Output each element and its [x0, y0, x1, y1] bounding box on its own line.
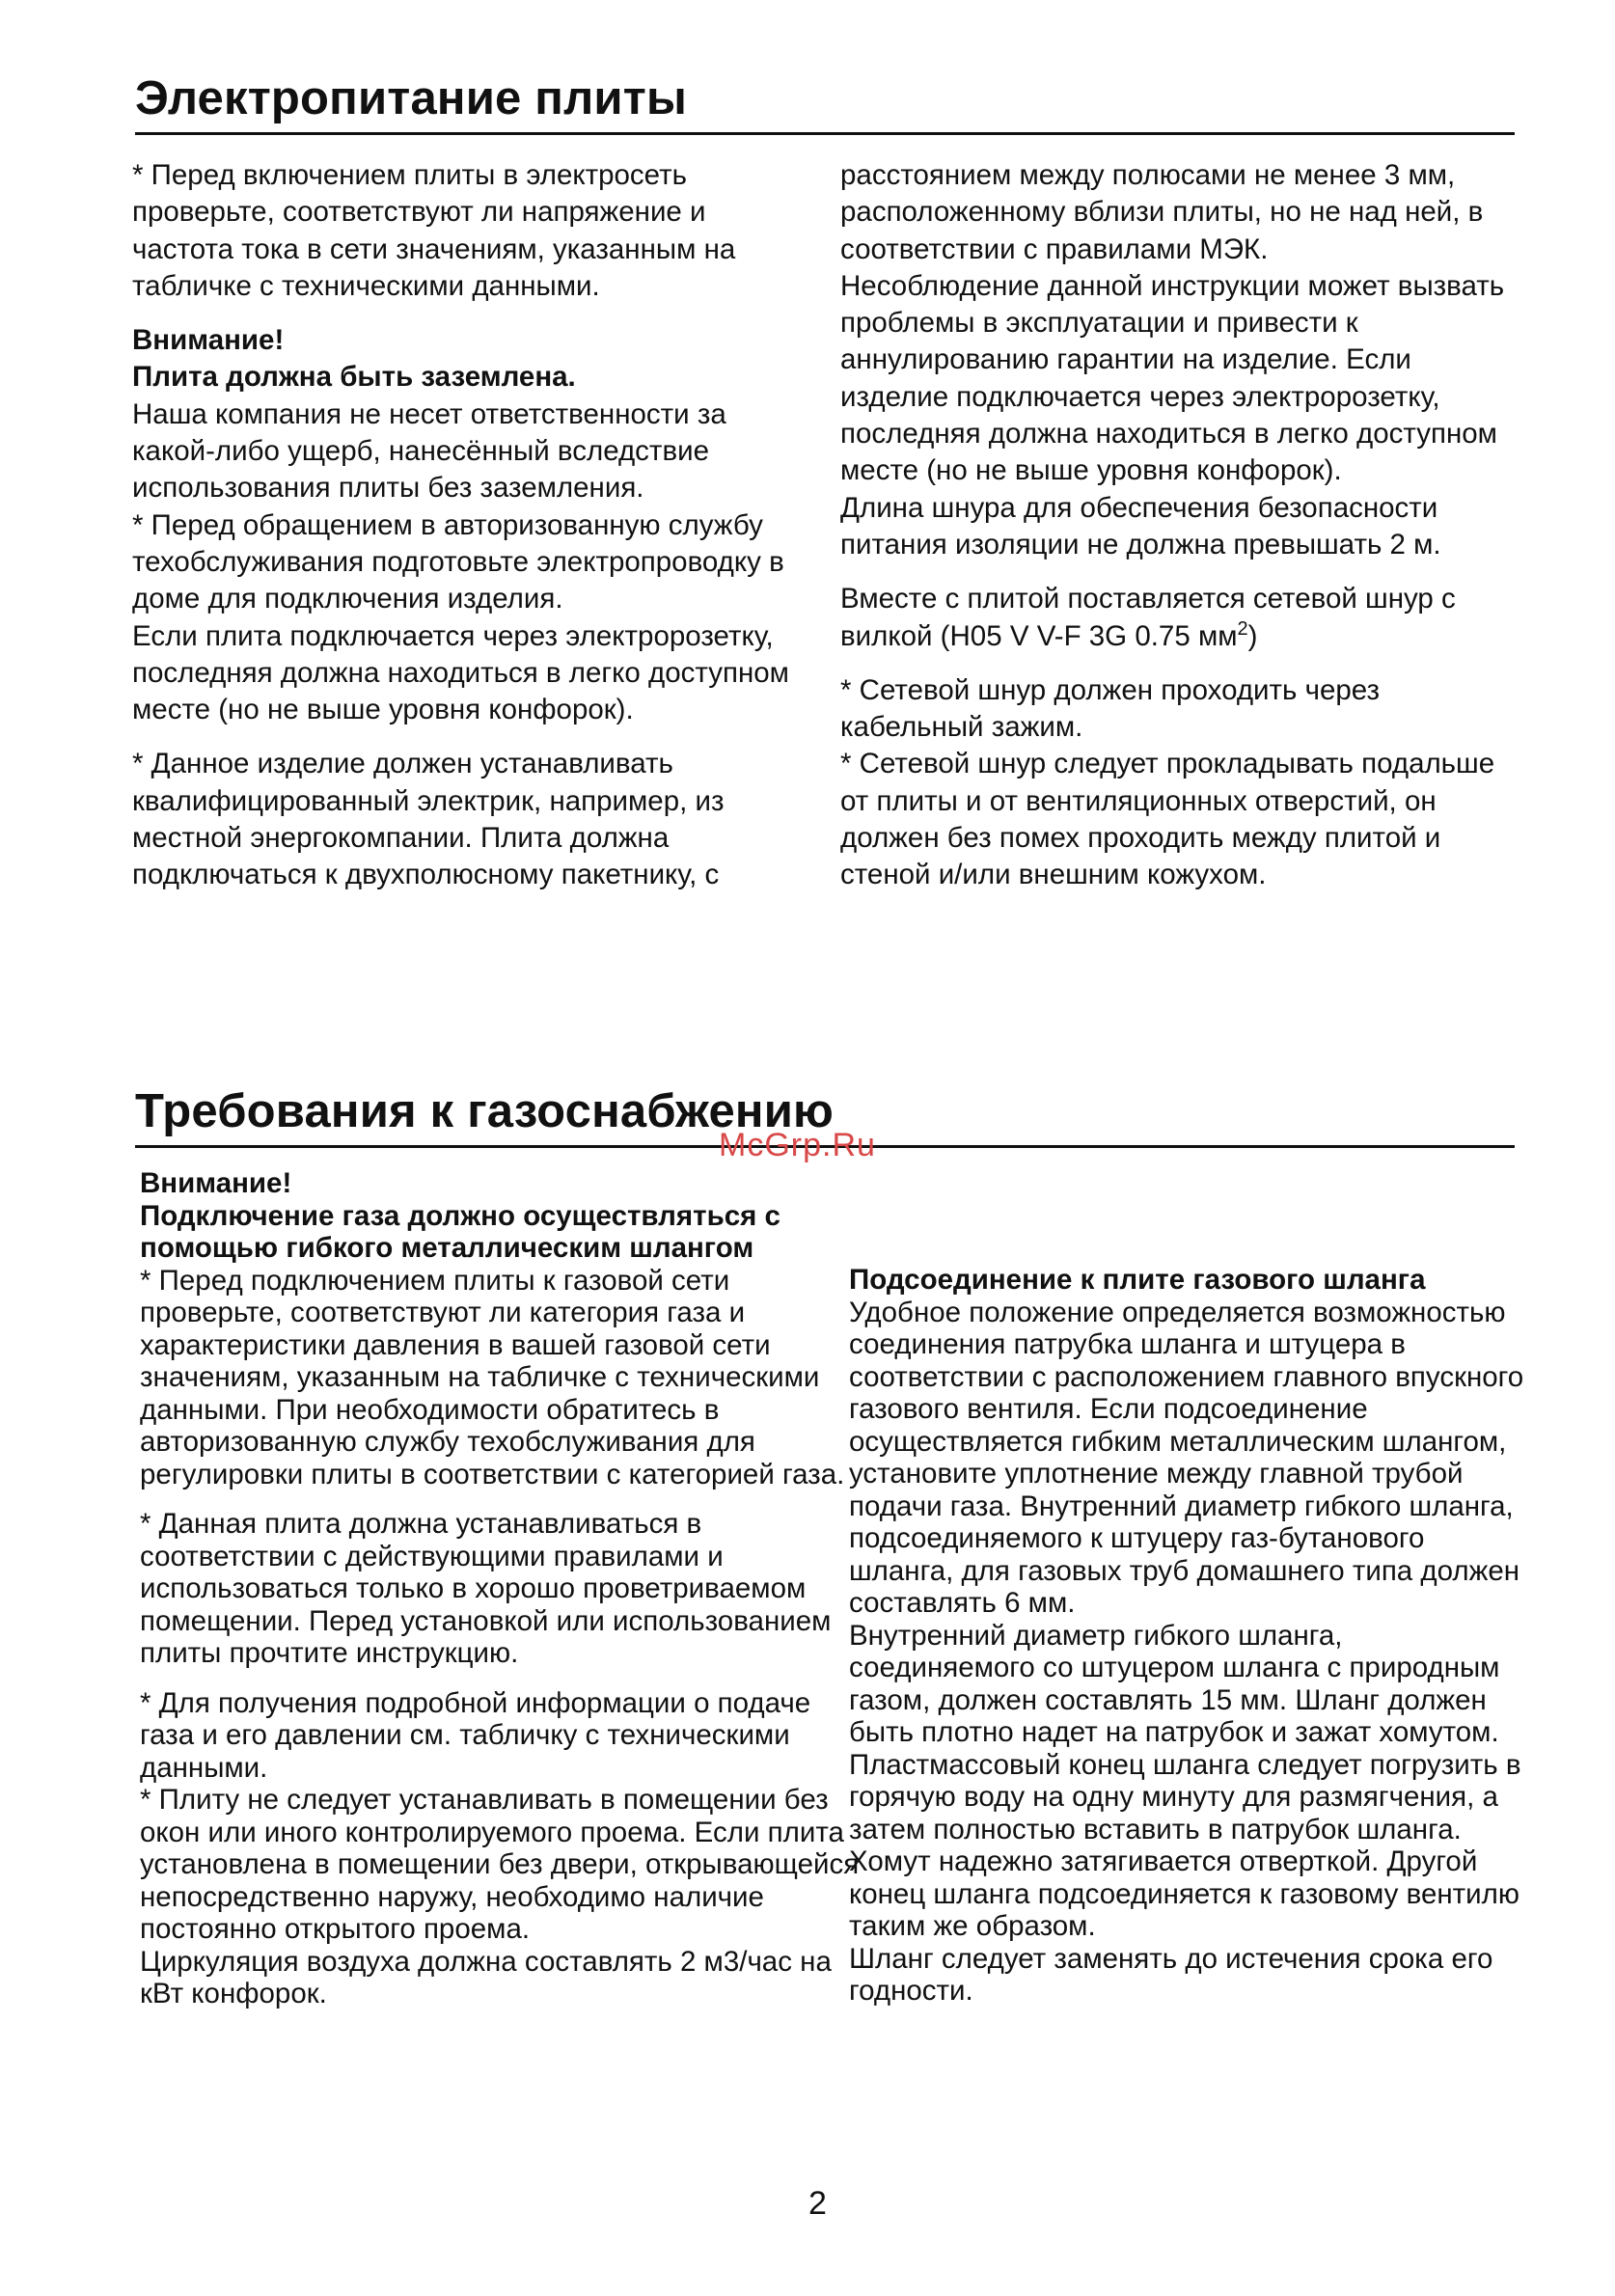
paragraph: Внутренний диаметр гибкого шланга, соединяемого со штуцером шланга с природным газом, должен составлять 15 мм. Шланг должен быть плотно надет на патрубок и зажат хомутом. Пластмассовый конец шланга следует погрузить в горячую воду на одну минуту для размягчения, а затем полностью вставить в патрубок шланга. Хомут надежно затягивается отверткой. Другой конец шланга подсоединяется к газовому вентилю таким же образом.	[849, 1619, 1521, 1942]
paragraph: Шланг следует заменять до истечения срока его годности.	[849, 1942, 1493, 2007]
paragraph: Циркуляция воздуха должна составлять 2 м3/час на кВт конфорок.	[140, 1945, 832, 2009]
section-title-power: Электропитание плиты	[135, 75, 1515, 135]
power-right-column	[840, 157, 1516, 894]
paragraph: Длина шнура для обеспечения безопасности питания изоляции не должна превышать 2 м.	[840, 491, 1441, 560]
paragraph: расстоянием между полюсами не менее 3 мм, расположенному вблизи плиты, но не над ней, в соответствии с правилами МЭК.	[840, 159, 1484, 265]
paragraph: * Плиту не следует устанавливать в помещении без окон или иного контролируемого проема. Если плита установлена в помещении без двери, открывающейся непосредственно наружу, необходимо наличие постоянно открытого проема.	[140, 1784, 860, 1945]
paragraph: * Данное изделие должен устанавливать квалифицированный электрик, например, из местной энергокомпании. Плита должна подключаться к двухполюсному пакетнику, с	[132, 748, 725, 891]
paragraph: * Данная плита должна устанавливаться в соответствии с действующими правилами и использоваться только в хорошо проветриваемом помещении. Перед установкой или использованием плиты прочтите инструкцию.	[140, 1508, 832, 1669]
page-number: 2	[808, 2185, 827, 2222]
gas-right-column	[849, 1264, 1524, 2008]
section-title-gas: Требования к газоснабжению	[135, 1088, 1515, 1148]
watermark: McGrp.Ru	[719, 1127, 876, 1163]
paragraph: * Перед подключением плиты к газовой сети проверьте, соответствуют ли категория газа и характеристики давления в вашей газовой сети значениям, указанным на табличке с техническими данными. При необходимости обратитесь в авторизованную службу техобслуживания для регулировки плиты в соответствии с категорией газа.	[140, 1264, 845, 1490]
paragraph: Наша компания не несет ответственности за какой-либо ущерб, нанесённый вследствие использования плиты без заземления.	[132, 397, 726, 505]
paragraph: * Перед включением плиты в электросеть проверьте, соответствуют ли напряжение и частота тока в сети значениям, указанным на табличке с техническими данными.	[132, 159, 736, 302]
paragraph: * Перед обращением в авторизованную службу техобслуживания подготовьте электропроводку в доме для подключения изделия.	[132, 508, 784, 615]
paragraph: Если плита подключается через электророзетку, последняя должна находиться в легко доступном месте (но не выше уровня конфорок).	[132, 619, 789, 726]
paragraph: * Для получения подробной информации о подаче газа и его давлении см. табличку с техническими данными.	[140, 1686, 811, 1784]
paragraph: Несоблюдение данной инструкции может вызвать проблемы в эксплуатации и привести к аннулированию гарантии на изделие. Если изделие подключается через электророзетку, последняя должна находиться в легко доступном месте (но не выше уровня конфорок).	[840, 269, 1505, 487]
paragraph: * Сетевой шнур должен проходить через кабельный зажим.	[840, 673, 1381, 744]
warning-text: Подключение газа должно осуществляться с помощью гибкого металлическим шлангом	[140, 1199, 780, 1264]
subsection-heading: Подсоединение к плите газового шланга	[849, 1264, 1426, 1296]
paragraph: Удобное положение определяется возможностью соединения патрубка шланга и штуцера в соответствии с расположением главного впускного газового вентиля. Если подсоединение осуществляется гибким металлическим шлангом, установите уплотнение между главной трубой подачи газа. Внутренний диаметр гибкого шланга, подсоединяемого к штуцеру газ-бутанового шланга, для газовых труб домашнего типа должен составлять 6 мм.	[849, 1296, 1524, 1619]
cord-spec: Вместе с плитой поставляется сетевой шнур с вилкой (H05 V V-F 3G 0.75 $мм^2$)	[840, 583, 1456, 652]
gas-left-column	[140, 1167, 863, 2010]
paragraph: * Сетевой шнур следует прокладывать подальше от плиты и от вентиляционных отверстий, он должен без помех проходить между плитой и стеной и/или внешним кожухом.	[840, 748, 1495, 891]
warning-label: Внимание!	[140, 1167, 292, 1199]
warning-label: Внимание!	[132, 324, 285, 357]
power-left-column	[132, 157, 808, 894]
warning-text: Плита должна быть заземлена.	[132, 361, 576, 394]
